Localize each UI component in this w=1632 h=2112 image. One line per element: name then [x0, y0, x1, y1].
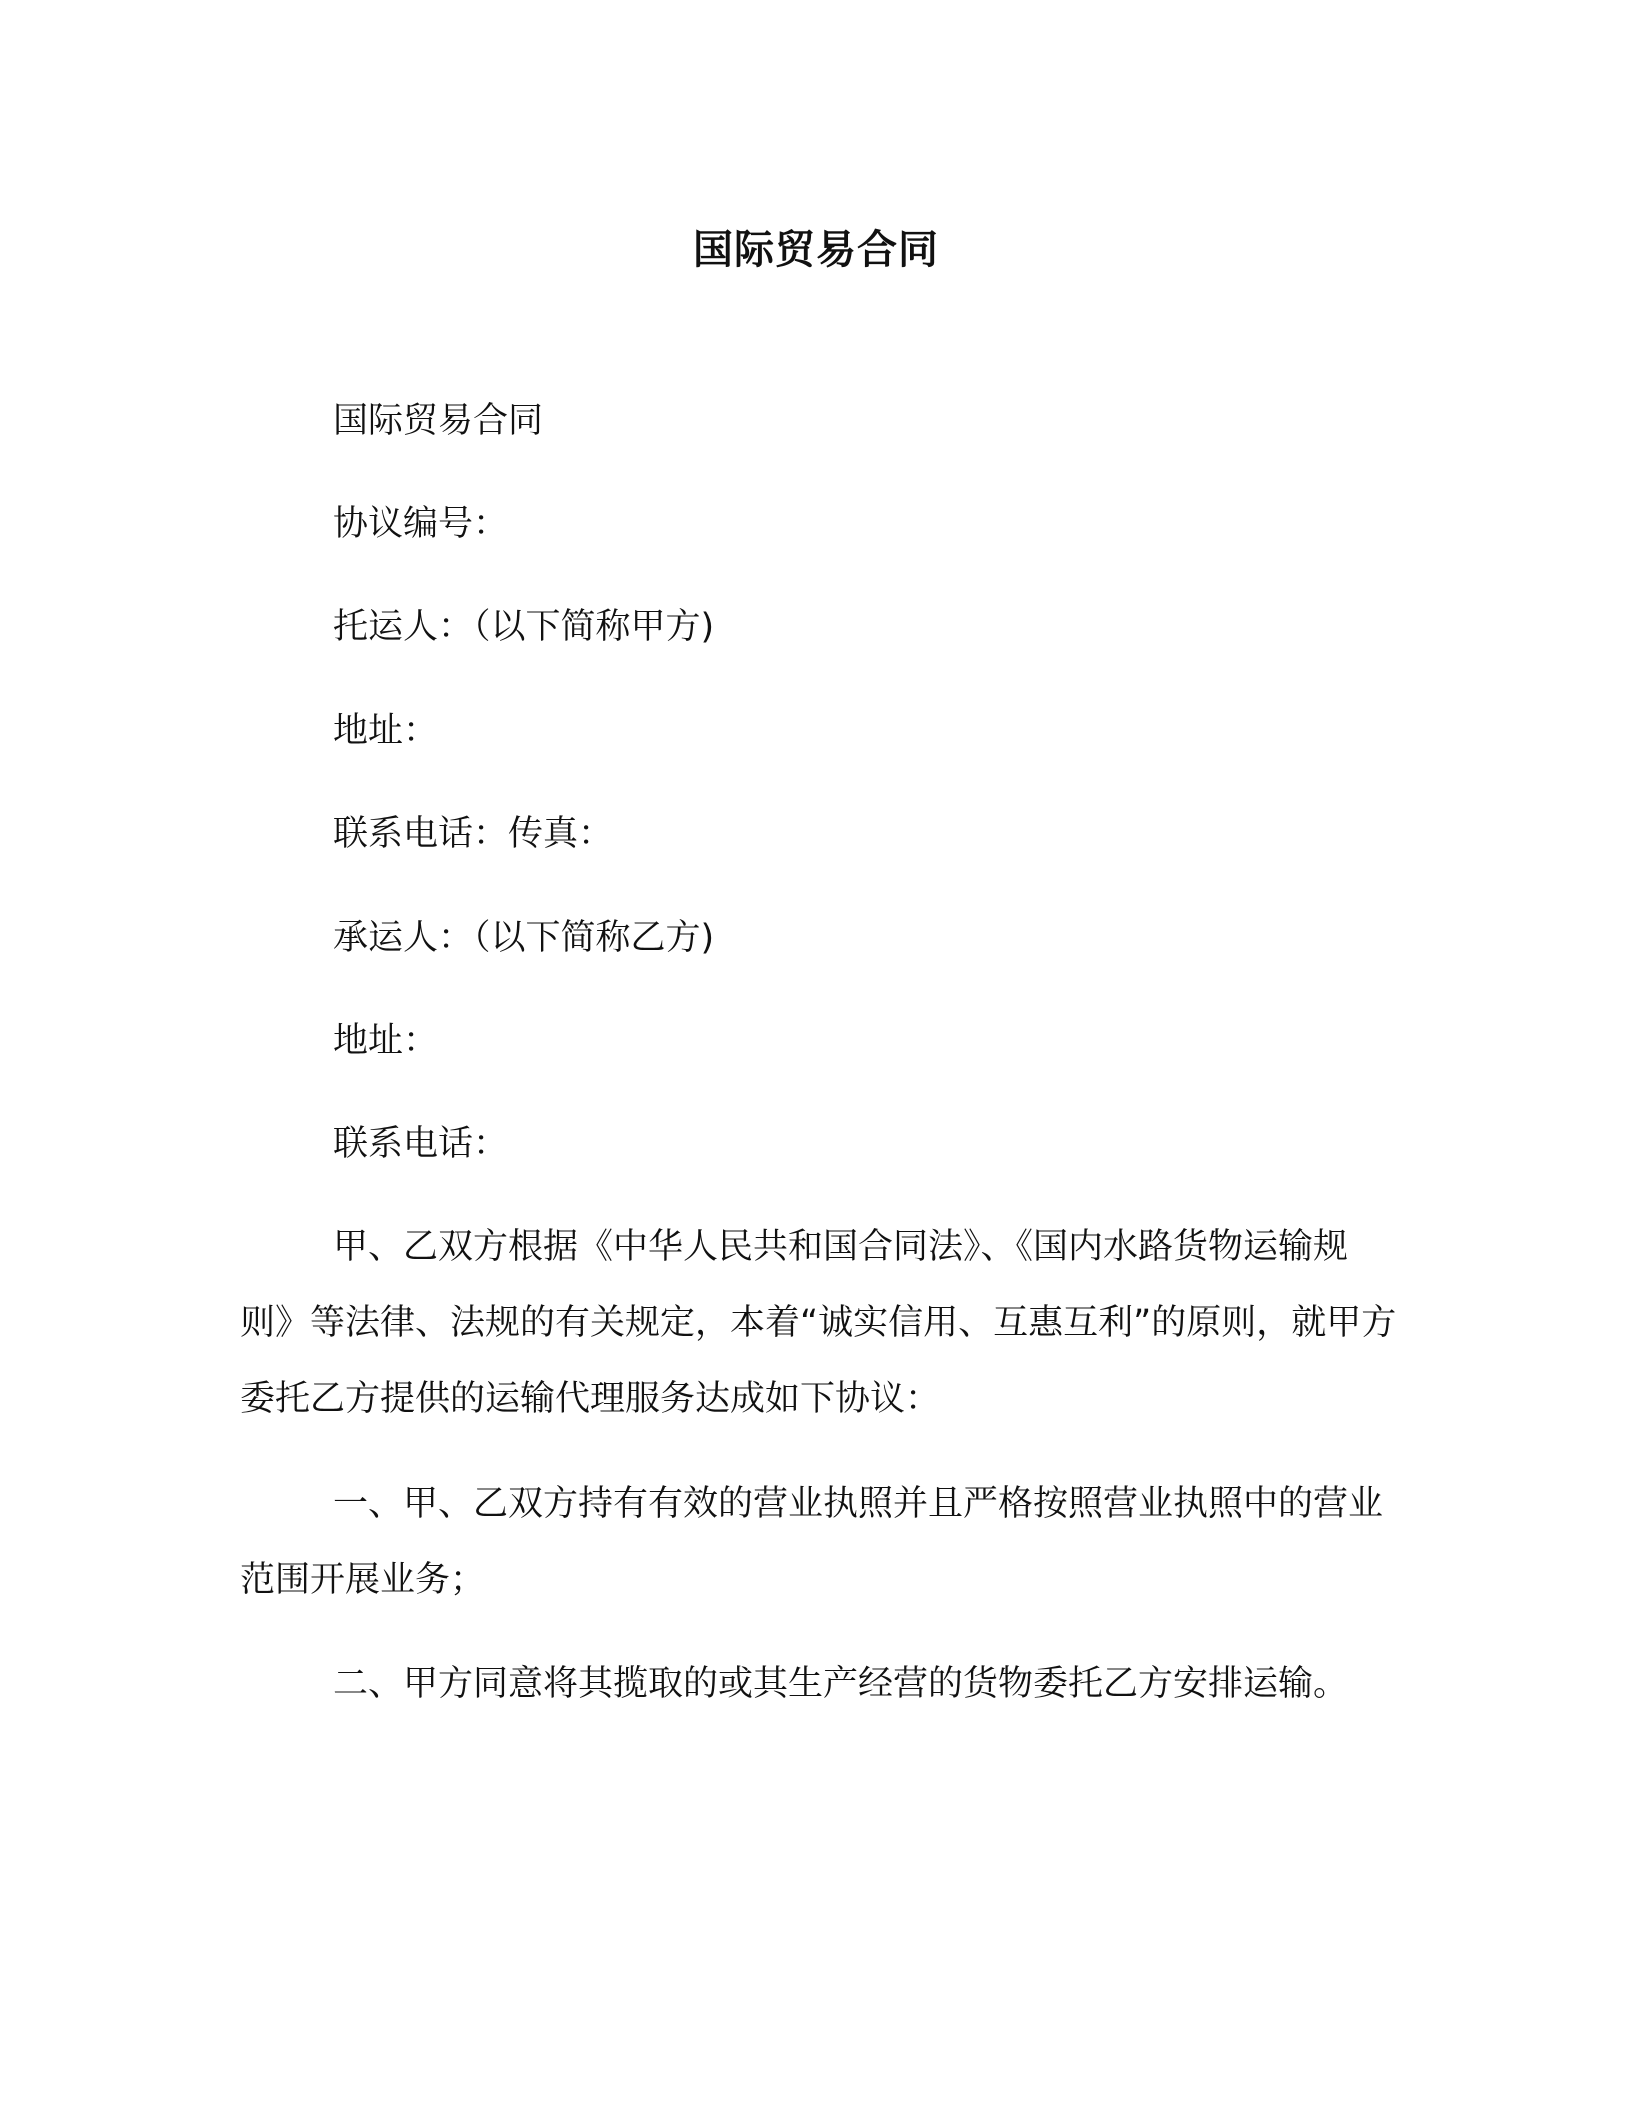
document-title: 国际贸易合同 [693, 227, 939, 273]
shipper-line: 托运人：（以下简称甲方) [333, 607, 715, 647]
clause-one-paragraph: 一、甲、乙双方持有有效的营业执照并且严格按照营业执照中的营业范围开展业务； [240, 1484, 1384, 1600]
clause-two-paragraph: 二、甲方同意将其揽取的或其生产经营的货物委托乙方安排运输。 [333, 1664, 1349, 1704]
agreement-number-line: 协议编号： [333, 504, 509, 544]
shipper-address-line: 地址： [333, 711, 439, 751]
shipper-phone-fax-line: 联系电话：传真： [333, 814, 614, 854]
preamble-paragraph: 甲、乙双方根据《中华人民共和国合同法》、《国内水路货物运输规则》等法律、法规的有关规定，本着“诚实信用、互惠互利”的原则，就甲方委托乙方提供的运输代理服务达成如下协议： [240, 1227, 1397, 1419]
carrier-line: 承运人：（以下简称乙方) [333, 918, 715, 958]
contract-name-line: 国际贸易合同 [333, 401, 544, 441]
carrier-phone-line: 联系电话： [333, 1124, 509, 1164]
carrier-address-line: 地址： [333, 1021, 439, 1061]
